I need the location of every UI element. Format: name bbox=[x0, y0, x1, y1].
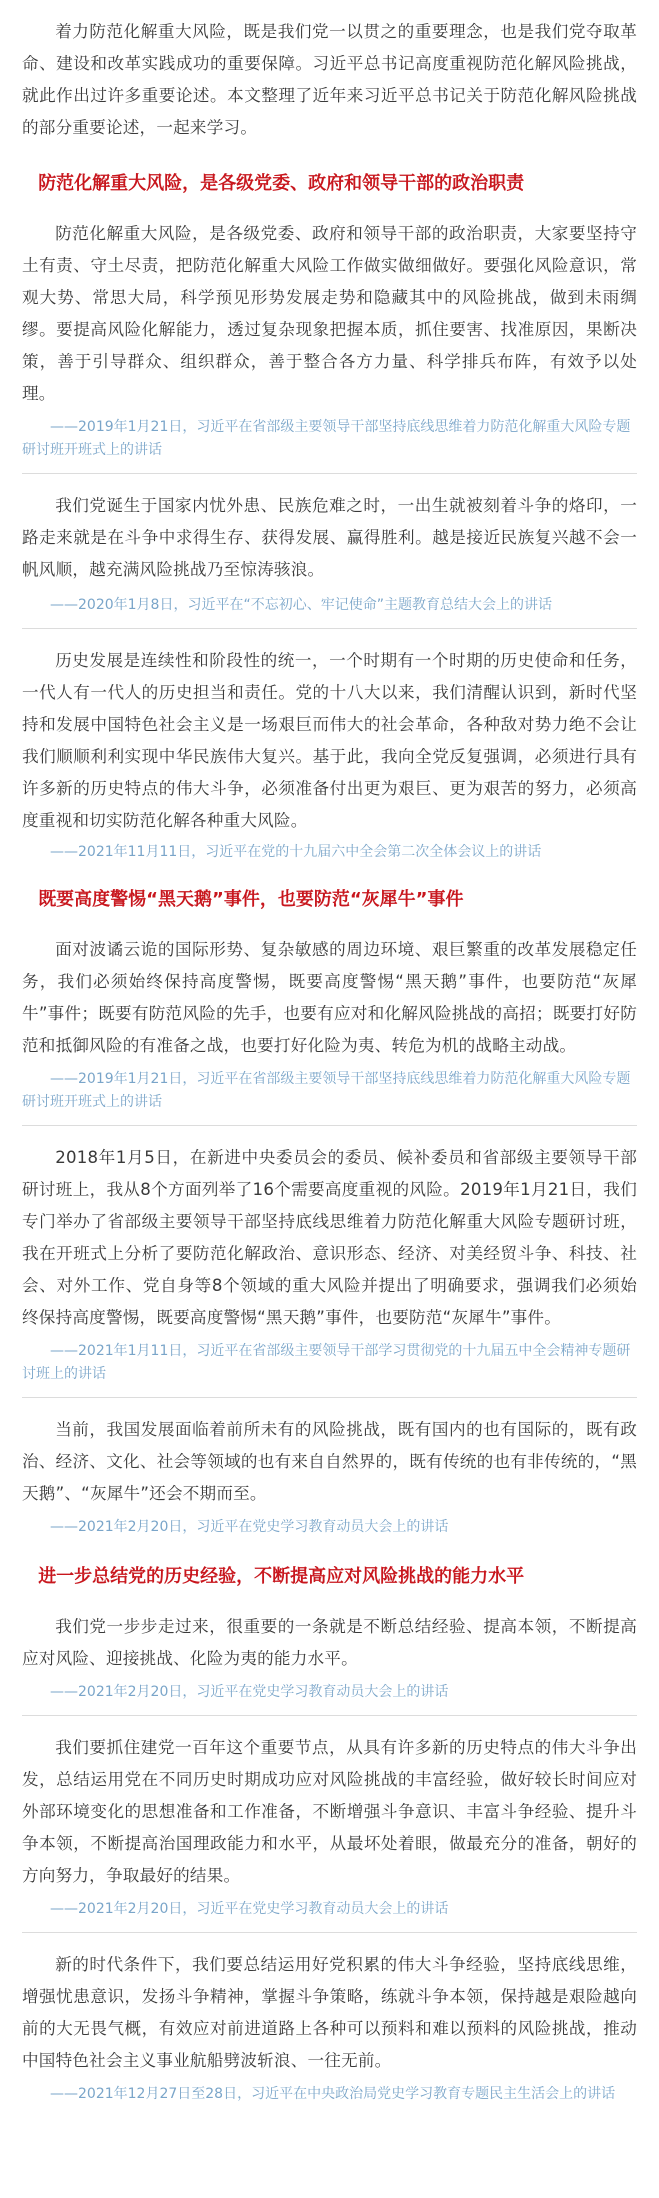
divider bbox=[22, 628, 637, 629]
quote-source: ——2021年2月20日，习近平在党史学习教育动员大会上的讲话 bbox=[50, 1519, 449, 1535]
quote-source: ——2020年1月8日，习近平在“不忘初心、牢记使命”主题教育总结大会上的讲话 bbox=[50, 597, 552, 613]
divider bbox=[22, 1932, 637, 1933]
quote-source: ——2021年2月20日，习近平在党史学习教育动员大会上的讲话 bbox=[50, 1684, 449, 1700]
quote-paragraph: 当前，我国发展面临着前所未有的风险挑战，既有国内的也有国际的，既有政治、经济、文化、社会等领域的也有来自自然界的，既有传统的也有非传统的，“黑天鹅”、“灰犀牛”还会不期而至。 bbox=[22, 1420, 637, 1503]
divider bbox=[22, 1125, 637, 1126]
quote-source: ——2019年1月21日，习近平在省部级主要领导干部坚持底线思维着力防范化解重大风险专题研讨班开班式上的讲话 bbox=[22, 1071, 631, 1110]
quote-paragraph: 2018年1月5日，在新进中央委员会的委员、候补委员和省部级主要领导干部研讨班上，我从8个方面列举了16个需要高度重视的风险。2019年1月21日，我们专门举办了省部级主要领导干部坚持底线思维着力防范化解重大风险专题研讨班，我在开班式上分析了要防范化解政治、意识形态、经济、对美经贸斗争、科技、社会、对外工作、党自身等8个领域的重大风险并提出了明确要求，强调我们必须始终保持高度警惕，既要高度警惕“黑天鹅”事件，也要防范“灰犀牛”事件。 bbox=[22, 1148, 637, 1327]
quote-paragraph: 历史发展是连续性和阶段性的统一，一个时期有一个时期的历史使命和任务，一代人有一代人的历史担当和责任。党的十八大以来，我们清醒认识到，新时代坚持和发展中国特色社会主义是一场艰巨而伟大的社会革命，各种敌对势力绝不会让我们顺顺利利实现中华民族伟大复兴。基于此，我向全党反复强调，必须进行具有许多新的历史特点的伟大斗争，必须准备付出更为艰巨、更为艰苦的努力，必须高度重视和切实防范化解各种重大风险。 bbox=[22, 651, 637, 830]
quote-paragraph: 我们要抓住建党一百年这个重要节点，从具有许多新的历史特点的伟大斗争出发，总结运用党在不同历史时期成功应对风险挑战的丰富经验，做好较长时间应对外部环境变化的思想准备和工作准备，不断增强斗争意识、丰富斗争经验、提升斗争本领，不断提高治国理政能力和水平，从最坏处着眼，做最充分的准备，朝好的方向努力，争取最好的结果。 bbox=[22, 1738, 637, 1885]
quote-paragraph: 新的时代条件下，我们要总结运用好党积累的伟大斗争经验，坚持底线思维，增强忧患意识，发扬斗争精神，掌握斗争策略，练就斗争本领，保持越是艰险越向前的大无畏气概，有效应对前进道路上各种可以预料和难以预料的风险挑战，推动中国特色社会主义事业航船劈波斩浪、一往无前。 bbox=[22, 1955, 637, 2070]
quote-paragraph: 我们党一步步走过来，很重要的一条就是不断总结经验、提高本领，不断提高应对风险、迎接挑战、化险为夷的能力水平。 bbox=[22, 1617, 637, 1668]
quote-paragraph: 面对波谲云诡的国际形势、复杂敏感的周边环境、艰巨繁重的改革发展稳定任务，我们必须始终保持高度警惕，既要高度警惕“黑天鹅”事件，也要防范“灰犀牛”事件；既要有防范风险的先手，也要有应对和化解风险挑战的高招；既要打好防范和抵御风险的有准备之战，也要打好化险为夷、转危为机的战略主动战。 bbox=[22, 940, 637, 1055]
divider bbox=[22, 1715, 637, 1716]
divider bbox=[22, 473, 637, 474]
section-heading-2: 既要高度警惕“黑天鹅”事件，也要防范“灰犀牛”事件 bbox=[38, 889, 464, 910]
quote-source: ——2021年1月11日，习近平在省部级主要领导干部学习贯彻党的十九届五中全会精神专题研讨班上的讲话 bbox=[22, 1343, 631, 1382]
section-heading-3: 进一步总结党的历史经验，不断提高应对风险挑战的能力水平 bbox=[38, 1566, 525, 1587]
intro-paragraph: 着力防范化解重大风险，既是我们党一以贯之的重要理念，也是我们党夺取革命、建设和改革实践成功的重要保障。习近平总书记高度重视防范化解风险挑战，就此作出过许多重要论述。本文整理了近年来习近平总书记关于防范化解风险挑战的部分重要论述，一起来学习。 bbox=[22, 22, 637, 137]
quote-paragraph: 防范化解重大风险，是各级党委、政府和领导干部的政治职责，大家要坚持守土有责、守土尽责，把防范化解重大风险工作做实做细做好。要强化风险意识，常观大势、常思大局，科学预见形势发展走势和隐藏其中的风险挑战，做到未雨绸缪。要提高风险化解能力，透过复杂现象把握本质，抓住要害、找准原因，果断决策，善于引导群众、组织群众，善于整合各方力量、科学排兵布阵，有效予以处理。 bbox=[22, 224, 637, 403]
divider bbox=[22, 1397, 637, 1398]
quote-source: ——2021年12月27日至28日，习近平在中央政治局党史学习教育专题民主生活会上的讲话 bbox=[50, 2086, 616, 2102]
quote-source: ——2021年11月11日，习近平在党的十九届六中全会第二次全体会议上的讲话 bbox=[50, 844, 542, 860]
section-heading-1: 防范化解重大风险，是各级党委、政府和领导干部的政治职责 bbox=[38, 173, 525, 194]
quote-source: ——2021年2月20日，习近平在党史学习教育动员大会上的讲话 bbox=[50, 1901, 449, 1917]
quote-source: ——2019年1月21日，习近平在省部级主要领导干部坚持底线思维着力防范化解重大风险专题研讨班开班式上的讲话 bbox=[22, 419, 631, 458]
quote-paragraph: 我们党诞生于国家内忧外患、民族危难之时，一出生就被刻着斗争的烙印，一路走来就是在斗争中求得生存、获得发展、赢得胜利。越是接近民族复兴越不会一帆风顺，越充满风险挑战乃至惊涛骇浪。 bbox=[22, 496, 637, 579]
